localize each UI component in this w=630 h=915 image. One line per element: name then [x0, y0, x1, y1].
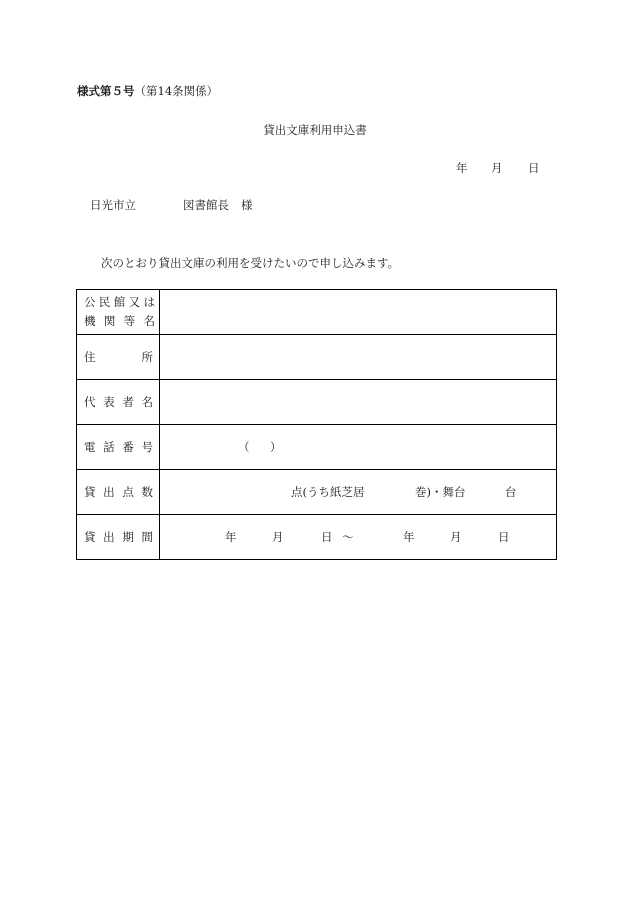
period-end-year: 年 — [403, 530, 415, 544]
phone-paren-open: （ — [238, 440, 250, 454]
loan-period-field[interactable] — [160, 515, 557, 560]
phone-label: 電 話 番 号 — [77, 425, 160, 470]
date-day-label: 日 — [528, 161, 540, 175]
addressee-honorific: 様 — [241, 198, 253, 212]
table-row — [77, 380, 557, 425]
intro-text: 次のとおり貸出文庫の利用を受けたいので申し込みます。 — [101, 256, 400, 270]
address-label: 住 所 — [77, 335, 160, 380]
representative-label: 代 表 者 名 — [77, 380, 160, 425]
application-form-table — [76, 289, 557, 560]
phone-field[interactable] — [160, 425, 557, 470]
addressee-city: 日光市立 — [90, 198, 136, 212]
period-start-year: 年 — [225, 530, 237, 544]
facility-name-label: 公 民 館 又 は 機 関 等 名 — [77, 290, 160, 335]
loan-count-volumes: 巻)・舞台 — [415, 485, 466, 499]
period-end-month: 月 — [450, 530, 462, 544]
phone-paren-close: ） — [270, 440, 282, 454]
period-range-separator: ～ — [342, 530, 354, 544]
address-field[interactable] — [160, 335, 557, 380]
facility-name-field[interactable] — [160, 290, 557, 335]
table-row — [77, 515, 557, 560]
period-start-day: 日 — [321, 530, 333, 544]
form-number: 様式第５号 — [77, 84, 135, 98]
representative-field[interactable] — [160, 380, 557, 425]
form-number-header — [77, 83, 218, 99]
table-row — [77, 470, 557, 515]
loan-count-label: 貸 出 点 数 — [77, 470, 160, 515]
table-row — [77, 425, 557, 470]
date-year-label: 年 — [456, 161, 468, 175]
loan-period-label: 貸 出 期 間 — [77, 515, 160, 560]
table-row — [77, 335, 557, 380]
loan-count-units: 台 — [505, 485, 517, 499]
loan-count-points: 点(うち紙芝居 — [291, 485, 365, 499]
document-title: 貸出文庫利用申込書 — [263, 123, 367, 137]
form-note: （第14条関係） — [134, 84, 219, 98]
period-start-month: 月 — [272, 530, 284, 544]
table-row — [77, 290, 557, 335]
period-end-day: 日 — [498, 530, 510, 544]
loan-count-field[interactable] — [160, 470, 557, 515]
date-month-label: 月 — [491, 161, 503, 175]
addressee-library: 図書館長 — [183, 198, 229, 212]
